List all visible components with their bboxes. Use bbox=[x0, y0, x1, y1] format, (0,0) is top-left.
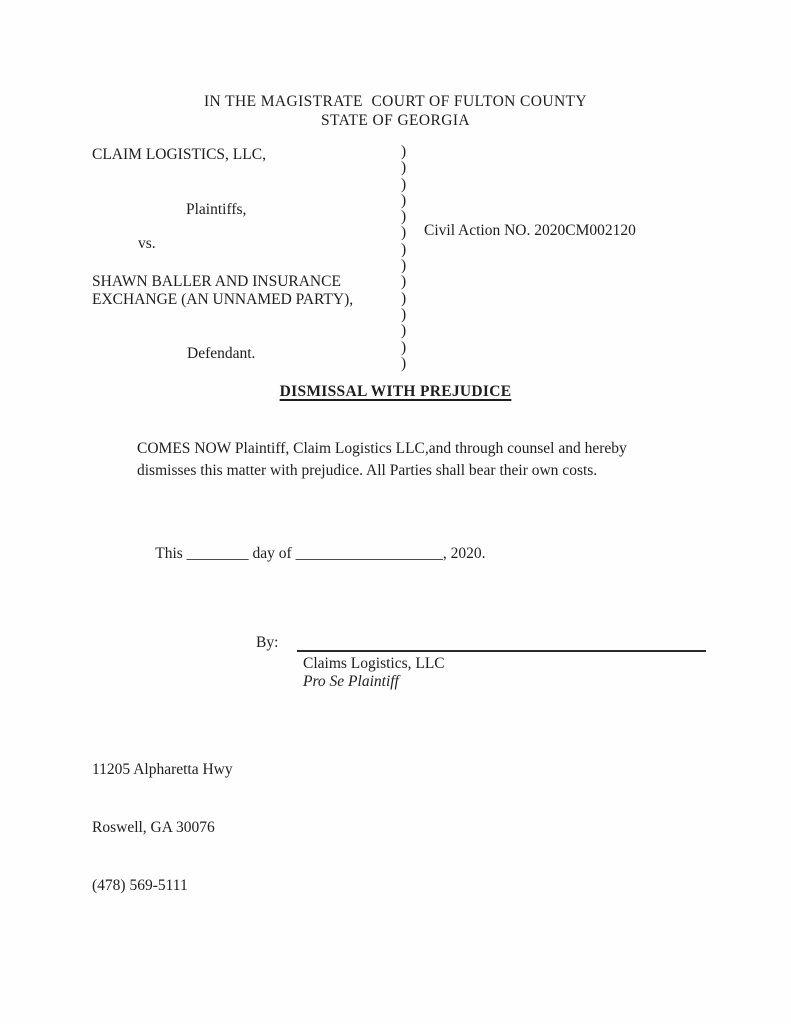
paren-glyph: ) bbox=[401, 305, 407, 323]
paren-glyph: ) bbox=[401, 338, 407, 356]
defendant-name-line1: SHAWN BALLER AND INSURANCE bbox=[92, 273, 341, 290]
paren-glyph: ) bbox=[401, 289, 407, 307]
caption-paren-divider bbox=[401, 144, 406, 372]
signature-line bbox=[297, 640, 706, 652]
versus-label: vs. bbox=[138, 235, 156, 252]
paren-glyph: ) bbox=[401, 191, 407, 209]
state-heading: STATE OF GEORGIA bbox=[321, 112, 470, 129]
date-line-suffix: , 2020. bbox=[442, 545, 486, 562]
phone-number: (478) 569-5111 bbox=[92, 876, 188, 894]
paren-glyph: ) bbox=[401, 143, 407, 160]
contact-block bbox=[92, 722, 233, 933]
court-name-heading: IN THE MAGISTRATE COURT OF FULTON COUNTY bbox=[203, 93, 588, 110]
paren-glyph: ) bbox=[401, 208, 407, 226]
day-blank-field: ________ bbox=[186, 545, 249, 562]
document-title: DISMISSAL WITH PREJUDICE bbox=[279, 383, 512, 400]
address-street: 11205 Alpharetta Hwy bbox=[92, 761, 233, 779]
by-label: By: bbox=[256, 634, 279, 651]
signatory-name: Claims Logistics, LLC bbox=[303, 655, 445, 672]
address-city-state-zip: Roswell, GA 30076 bbox=[92, 819, 215, 837]
date-line-prefix: This bbox=[155, 545, 187, 562]
date-line-middle: day of bbox=[248, 545, 296, 562]
paren-glyph: ) bbox=[401, 175, 407, 193]
month-blank-field: ___________________ bbox=[295, 545, 443, 562]
paren-glyph: ) bbox=[401, 159, 407, 177]
paren-glyph: ) bbox=[401, 273, 407, 291]
signatory-role: Pro Se Plaintiff bbox=[303, 673, 399, 690]
paren-glyph: ) bbox=[401, 257, 407, 275]
paren-glyph: ) bbox=[401, 224, 407, 242]
body-paragraph: COMES NOW Plaintiff, Claim Logistics LLC,and through counsel and hereby dismisses this matter with prejudice. All Parties shall bear their own costs. bbox=[137, 440, 627, 479]
civil-action-number: Civil Action NO. 2020CM002120 bbox=[424, 222, 636, 239]
defendant-label: Defendant. bbox=[187, 345, 256, 362]
date-line bbox=[140, 525, 485, 582]
paren-glyph: ) bbox=[401, 322, 407, 340]
plaintiff-name: CLAIM LOGISTICS, LLC, bbox=[92, 146, 266, 163]
plaintiff-label: Plaintiffs, bbox=[186, 201, 247, 218]
paren-glyph: ) bbox=[401, 354, 407, 372]
defendant-name-line2: EXCHANGE (AN UNNAMED PARTY), bbox=[92, 291, 354, 308]
paren-glyph: ) bbox=[401, 240, 407, 258]
